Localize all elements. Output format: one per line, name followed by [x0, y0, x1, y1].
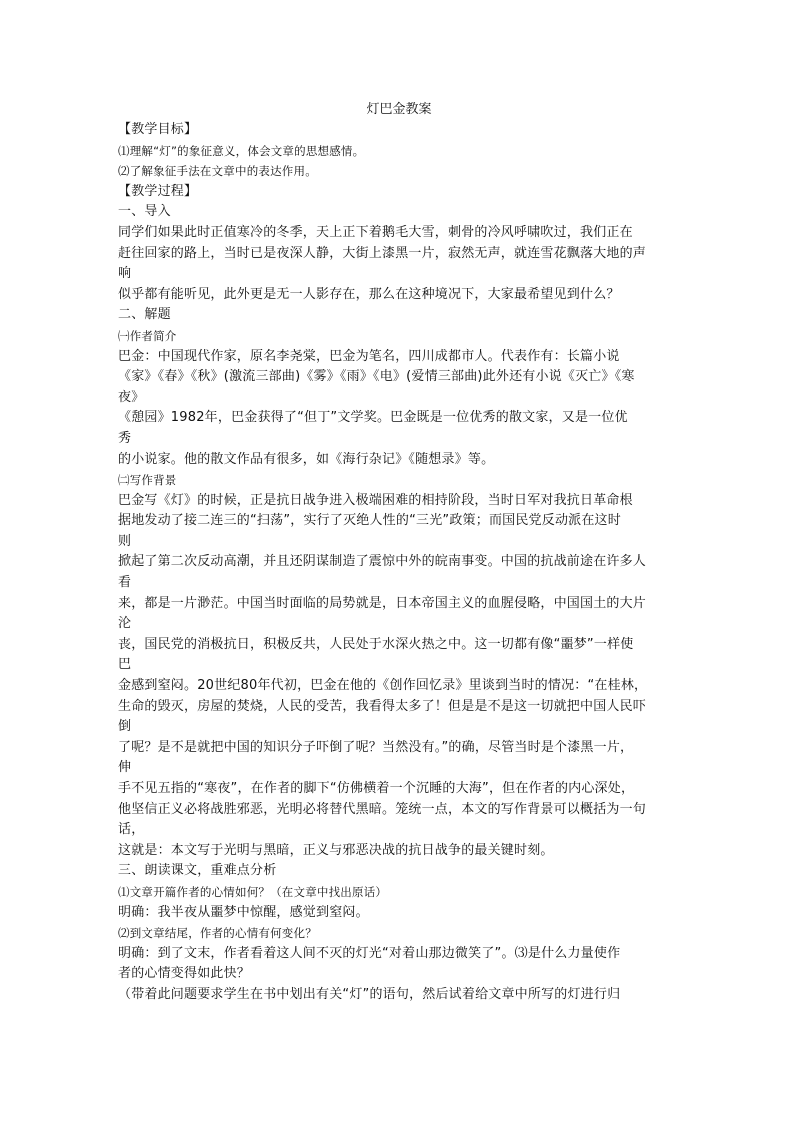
- text-line: 巴: [118, 657, 132, 673]
- text-line: 他坚信正义必将战胜邪恶，光明必将替代黑暗。笼统一点，本文的写作背景可以概括为一句: [118, 801, 647, 817]
- text-line: 则: [118, 533, 132, 549]
- text-line: 明确：我半夜从噩梦中惊醒，感觉到窒闷。: [118, 904, 369, 920]
- text-line: 话，: [118, 822, 145, 838]
- text-line: 【教学目标】: [118, 122, 198, 137]
- text-line: 秀: [118, 430, 132, 446]
- text-line: 看: [118, 575, 132, 591]
- text-line: ㈠作者简介: [118, 328, 177, 343]
- text-line: 夜》: [118, 389, 145, 405]
- text-line: 手不见五指的“寒夜”，在作者的脚下“仿佛横着一个沉睡的大海”，但在作者的内心深处，: [118, 781, 635, 796]
- text-line: ⑴理解“灯”的象征意义，体会文章的思想感情。: [118, 143, 365, 158]
- document-title: 灯巴金教案: [366, 102, 432, 117]
- text-line: （带着此问题要求学生在书中划出有关“灯”的语句，然后试着给文章中所写的灯进行归: [118, 986, 621, 1002]
- text-line: 同学们如果此时正值寒冷的冬季，天上正下着鹅毛大雪，刺骨的冷风呼啸吹过，我们正在: [118, 224, 633, 240]
- text-line: 响: [118, 266, 132, 282]
- text-line: 巴金：中国现代作家，原名李尧棠，巴金为笔名，四川成都市人。代表作有：长篇小说: [118, 348, 620, 364]
- text-line: 伸: [118, 760, 132, 776]
- text-line: 沦: [118, 616, 132, 632]
- text-line: 巴金写《灯》的时候，正是抗日战争进入极端困难的相持阶段，当时日军对我抗日革命根: [118, 492, 633, 508]
- text-line: 生命的毁灭，房屋的焚烧，人民的受苦，我看得太多了！但是是不是这一切就把中国人民吓: [118, 698, 647, 714]
- text-line: ⑵到文章结尾，作者的心情有何变化？: [118, 926, 317, 941]
- document-body: [118, 120, 680, 1006]
- text-line: ⑵了解象征手法在文章中的表达作用。: [118, 164, 317, 179]
- text-line: 金感到窒闷。20世纪80年代初，巴金在他的《创作回忆录》里谈到当时的情况：“在桂林，: [118, 678, 648, 694]
- text-line: 据地发动了接二连三的“扫荡”，实行了灭绝人性的“三光”政策；而国民党反动派在这时: [118, 513, 621, 529]
- text-line: 一、导入: [118, 204, 171, 220]
- text-line: 的小说家。他的散文作品有很多，如《海行杂记》《随想录》等。: [118, 451, 495, 467]
- text-line: 二、解题: [118, 307, 171, 323]
- text-line: 明确：到了文末，作者看着这人间不灭的灯光“对着山那边微笑了”。⑶是什么力量使作: [118, 945, 621, 961]
- text-line: ⑴文章开篇作者的心情如何？（在文章中找出原话）: [118, 884, 388, 899]
- text-line: 了呢？是不是就把中国的知识分子吓倒了呢？当然没有。”的确，尽管当时是个漆黑一片，: [118, 739, 634, 755]
- text-line: 者的心情变得如此快？: [118, 966, 251, 982]
- text-line: 倒: [118, 719, 132, 735]
- text-line: ㈡写作背景: [118, 473, 177, 488]
- text-line: 似乎都有能听见，此外更是无一人影存在，那么在这种境况下，大家最希望见到什么？: [118, 286, 620, 302]
- text-line: 来，都是一片渺茫。中国当时面临的局势就是，日本帝国主义的血腥侵略，中国国土的大片: [118, 595, 647, 611]
- text-line: 赶往回家的路上，当时已是夜深人静，大街上漆黑一片，寂然无声，就连雪花飘落大地的声: [118, 245, 647, 261]
- text-line: 这就是：本文写于光明与黑暗，正义与邪恶决战的抗日战争的最关键时刻。: [118, 842, 554, 858]
- text-line: 三、朗读课文，重难点分析: [118, 863, 277, 879]
- text-line: 掀起了第二次反动高潮，并且还阴谋制造了震惊中外的皖南事变。中国的抗战前途在许多人: [118, 554, 647, 570]
- document-page: [118, 100, 680, 1006]
- text-line: 丧，国民党的消极抗日，积极反共，人民处于水深火热之中。这一切都有像“噩梦”一样使: [118, 636, 634, 652]
- text-line: 【教学过程】: [118, 183, 198, 199]
- text-line: 《憩园》1982年，巴金获得了“但丁”文学奖。巴金既是一位优秀的散文家，又是一位优: [118, 410, 628, 426]
- text-line: 《家》《春》《秋》(激流三部曲)《雾》《雨》《电》(爱情三部曲)此外还有小说《灭亡》《寒: [118, 369, 635, 385]
